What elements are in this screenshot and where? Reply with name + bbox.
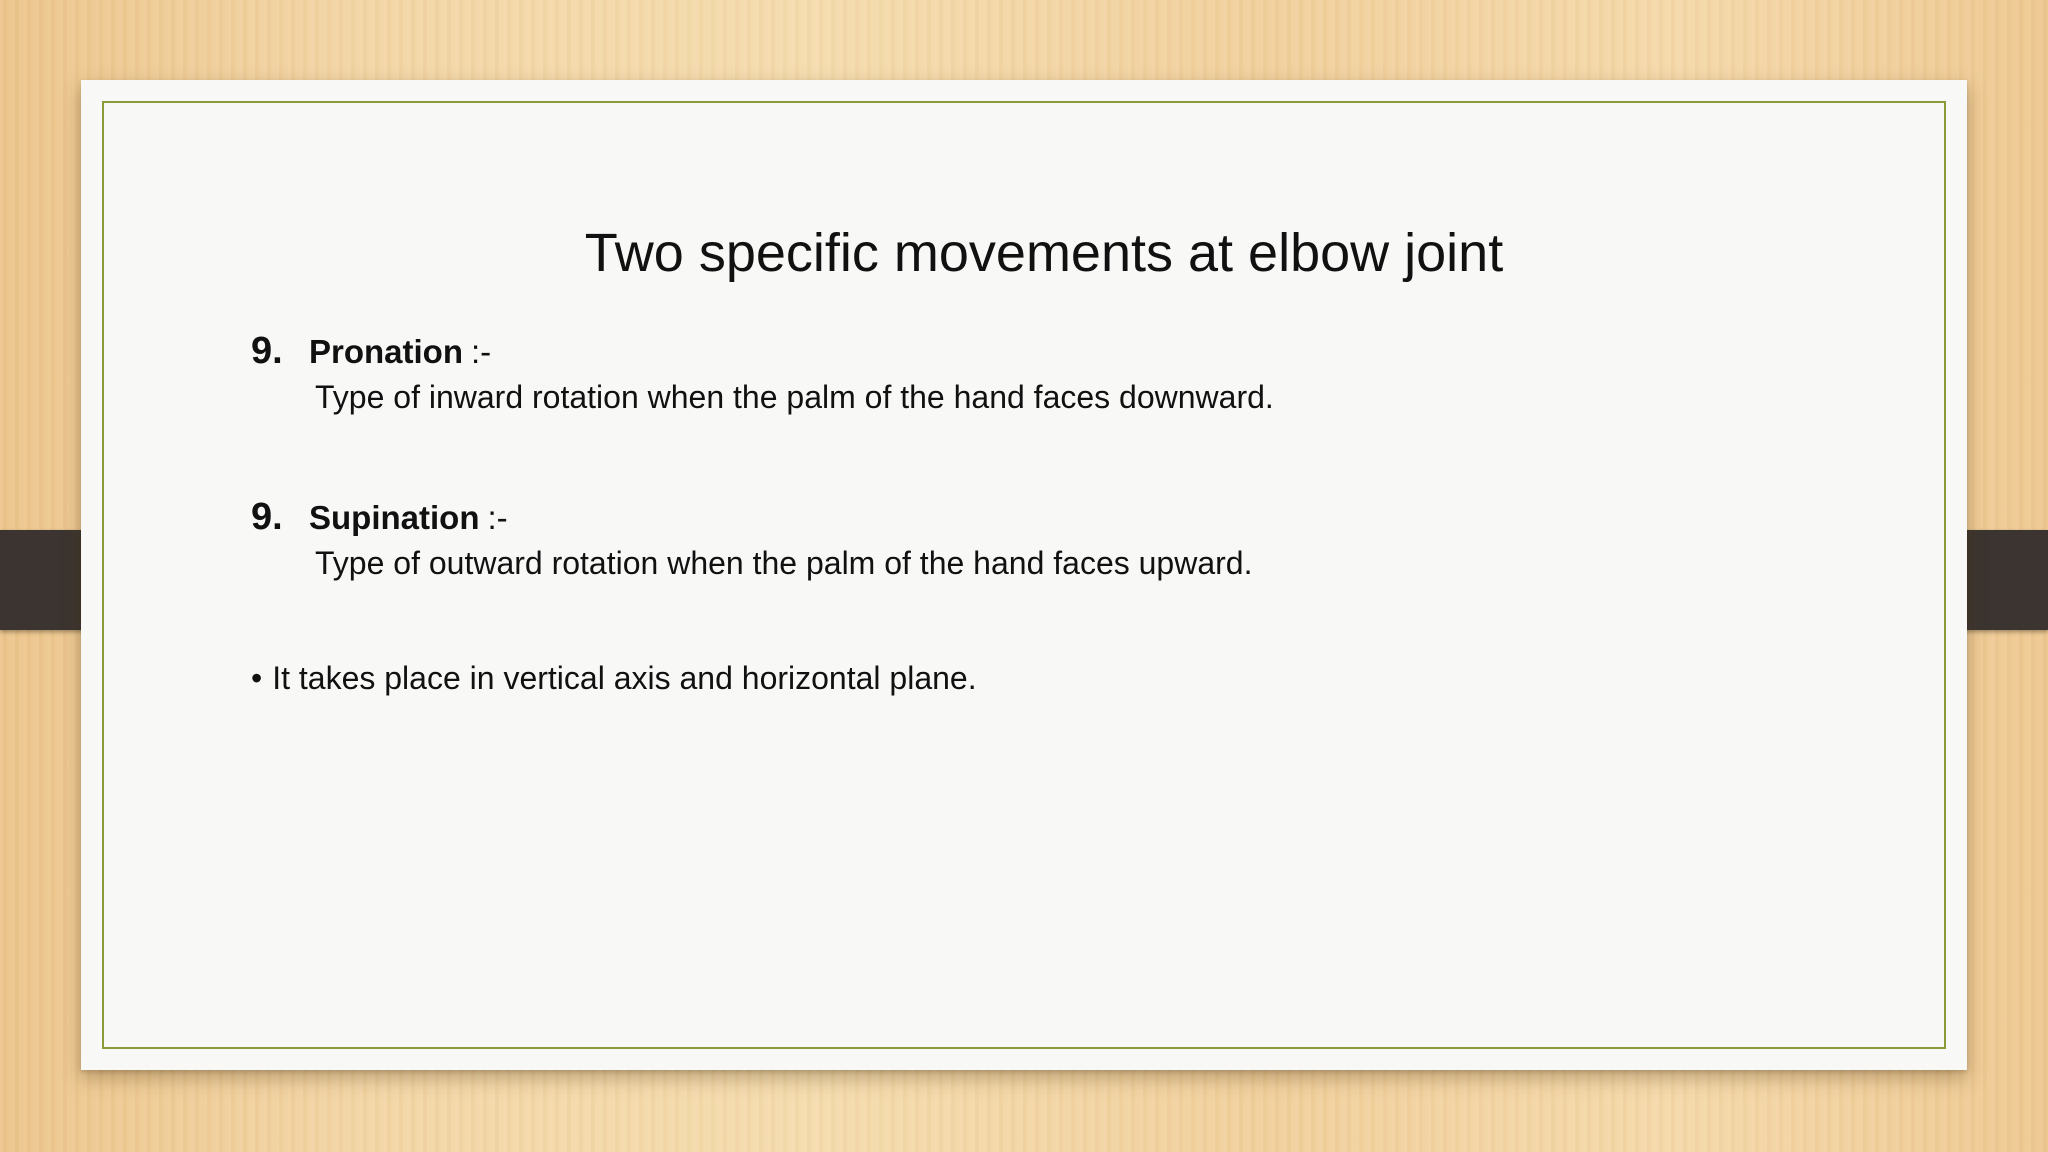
list-item-number: 9. (251, 330, 283, 372)
list-item-description: Type of inward rotation when the palm of the hand faces downward. (315, 379, 1274, 415)
list-item-separator: :- (471, 333, 492, 370)
bullet-point (251, 660, 977, 697)
list-item-supination (251, 496, 1252, 582)
list-item-header (251, 330, 1274, 373)
list-item-term: Supination (309, 499, 480, 536)
list-item-header (251, 496, 1252, 539)
bullet-marker: • (251, 660, 263, 696)
bullet-text: It takes place in vertical axis and horizontal plane. (272, 660, 977, 696)
list-item-separator: :- (487, 499, 508, 536)
slide-paper (81, 80, 1967, 1070)
list-item-number: 9. (251, 496, 283, 538)
list-item-term: Pronation (309, 333, 463, 370)
list-item-pronation (251, 330, 1274, 416)
list-item-description: Type of outward rotation when the palm of the hand faces upward. (315, 545, 1253, 581)
slide-title: Two specific movements at elbow joint (584, 223, 1504, 283)
